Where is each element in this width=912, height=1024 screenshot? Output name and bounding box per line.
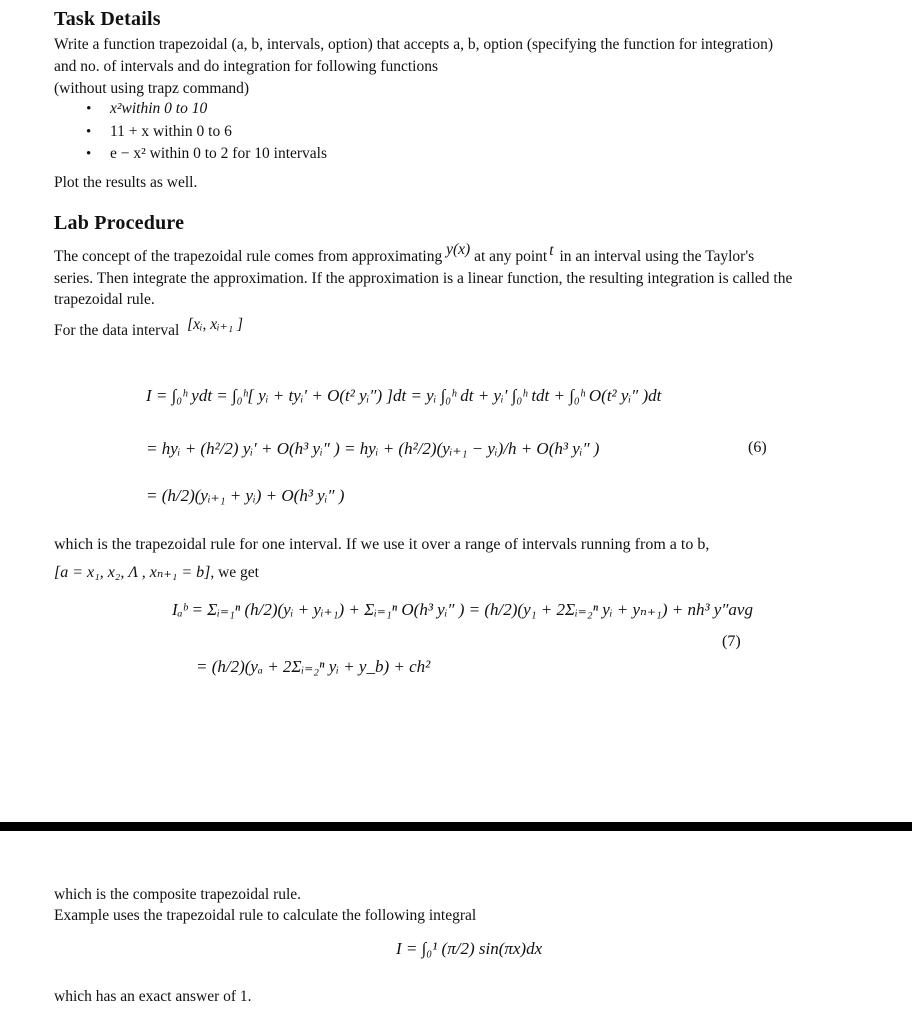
bottom-line-2: Example uses the trapezoidal rule to calculate the following integral: [54, 907, 477, 924]
list-item: • x²within 0 to 10: [54, 98, 327, 121]
list-item: • 11 + x within 0 to 6: [54, 121, 327, 144]
bottom-line-3: which has an exact answer of 1.: [54, 988, 252, 1005]
equation-6-number: (6): [748, 439, 767, 456]
data-interval-line: For the data interval [xᵢ, xᵢ₊₁ ]: [54, 316, 244, 339]
range-line-2: [a = x₁, x₂, Λ , xₙ₊₁ = b], we get: [54, 564, 259, 581]
lab-para-line-2: series. Then integrate the approximation. If the approximation is a linear function, the resulting integration is called the: [54, 270, 793, 287]
range-interval-expression: [a = x₁, x₂, Λ , xₙ₊₁ = b]: [54, 564, 211, 581]
equation-6-line-3: = (h/2)(yᵢ₊₁ + yᵢ) + O(h³ yᵢ″ ): [146, 486, 345, 505]
page-divider: [0, 822, 912, 831]
equation-7-number: (7): [722, 633, 741, 650]
data-interval-expression: [xᵢ, xᵢ₊₁ ]: [187, 316, 244, 333]
task-footer: Plot the results as well.: [54, 174, 198, 191]
task-details-heading: Task Details: [54, 8, 161, 30]
task-function-list: [54, 98, 327, 166]
equation-6-line-1: I = ∫₀ʰ ydt = ∫₀ʰ[ yᵢ + tyᵢ′ + O(t² yᵢ″) ]dt = yᵢ ∫₀ʰ dt + yᵢ′ ∫₀ʰ tdt + ∫₀ʰ O(t² yᵢ″ )dt: [146, 386, 662, 405]
equation-6-line-2: = hyᵢ + (h²/2) yᵢ′ + O(h³ yᵢ″ ) = hyᵢ + (h²/2)(yᵢ₊₁ − yᵢ)/h + O(h³ yᵢ″ ): [146, 439, 600, 458]
lab-para-line-3: trapezoidal rule.: [54, 291, 155, 308]
range-line-1: which is the trapezoidal rule for one interval. If we use it over a range of intervals running from a to b,: [54, 536, 710, 553]
task-text-line-1: Write a function trapezoidal (a, b, intervals, option) that accepts a, b, option (specifying the function for integration): [54, 36, 774, 53]
equation-7-line-2: = (h/2)(yₐ + 2Σᵢ₌₂ⁿ yᵢ + y_b) + ch²: [196, 657, 431, 676]
bottom-line-1: which is the composite trapezoidal rule.: [54, 886, 302, 903]
list-item: • e − x² within 0 to 2 for 10 intervals: [54, 143, 327, 166]
task-text-line-3: (without using trapz command): [54, 80, 249, 97]
lab-procedure-heading: Lab Procedure: [54, 212, 185, 234]
example-integral: I = ∫₀¹ (π/2) sin(πx)dx: [396, 939, 543, 958]
task-text-line-2: and no. of intervals and do integration for following functions: [54, 58, 438, 75]
equation-7-line-1: Iₐᵇ = Σᵢ₌₁ⁿ (h/2)(yᵢ + yᵢ₊₁) + Σᵢ₌₁ⁿ O(h³ yᵢ″ ) = (h/2)(y₁ + 2Σᵢ₌₂ⁿ yᵢ + yₙ₊₁) + nh³ y″avg: [172, 600, 753, 619]
lab-para-line-1: The concept of the trapezoidal rule comes from approximating y(x) at any point t in an interval using the Taylor's: [54, 241, 755, 265]
